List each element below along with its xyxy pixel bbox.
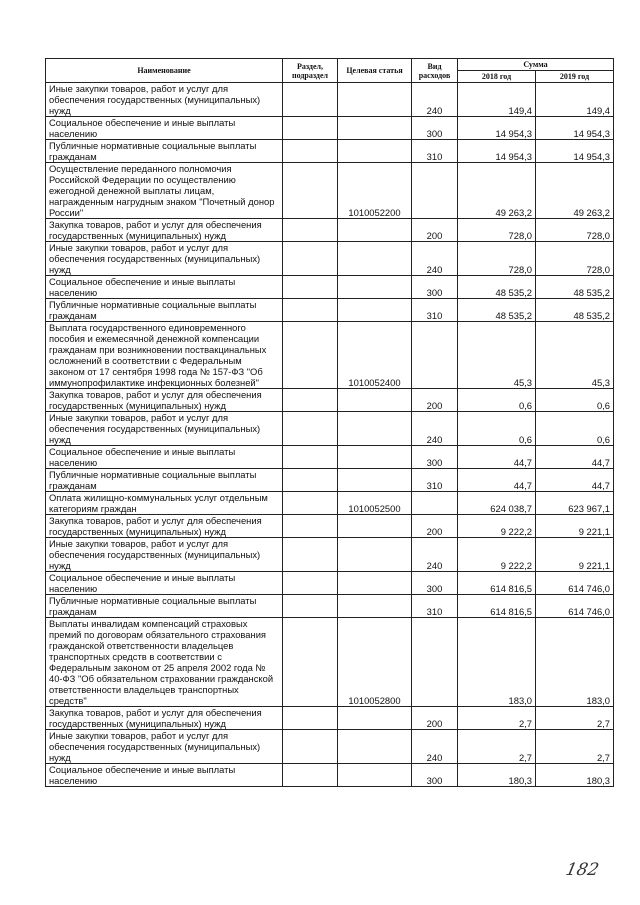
cell-section bbox=[283, 242, 338, 276]
cell-expense-type bbox=[412, 618, 458, 707]
cell-amount-2018: 14 954,3 bbox=[458, 117, 536, 140]
cell-amount-2019: 14 954,3 bbox=[536, 117, 614, 140]
cell-target-article bbox=[338, 140, 412, 163]
cell-name: Социальное обеспечение и иные выплаты населению bbox=[46, 764, 283, 787]
cell-name: Выплата государственного единовременного пособия и ежемесячной денежной компенсации гражданам при возникновении поствакцинальных осложнений в соответствии с Федеральным законом от 17 сентября 1998 года № 157-ФЗ "Об иммунопрофилактике инфекционных болезней" bbox=[46, 322, 283, 389]
cell-amount-2019: 14 954,3 bbox=[536, 140, 614, 163]
cell-amount-2018: 45,3 bbox=[458, 322, 536, 389]
table-row bbox=[46, 242, 614, 276]
cell-section bbox=[283, 618, 338, 707]
header-sum: Сумма bbox=[458, 59, 614, 71]
cell-expense-type bbox=[412, 163, 458, 219]
cell-amount-2018: 49 263,2 bbox=[458, 163, 536, 219]
cell-expense-type: 200 bbox=[412, 389, 458, 412]
cell-name: Иные закупки товаров, работ и услуг для обеспечения государственных (муниципальных) нужд bbox=[46, 83, 283, 117]
cell-expense-type: 310 bbox=[412, 469, 458, 492]
cell-expense-type: 310 bbox=[412, 595, 458, 618]
table-row bbox=[46, 140, 614, 163]
table-row bbox=[46, 595, 614, 618]
cell-target-article bbox=[338, 515, 412, 538]
document-page bbox=[45, 58, 613, 787]
page-number: 182 bbox=[563, 860, 601, 880]
cell-section bbox=[283, 276, 338, 299]
cell-target-article bbox=[338, 83, 412, 117]
cell-expense-type: 240 bbox=[412, 242, 458, 276]
cell-section bbox=[283, 219, 338, 242]
cell-amount-2019: 728,0 bbox=[536, 242, 614, 276]
table-row bbox=[46, 412, 614, 446]
cell-amount-2018: 614 816,5 bbox=[458, 572, 536, 595]
cell-name: Закупка товаров, работ и услуг для обеспечения государственных (муниципальных) нужд bbox=[46, 389, 283, 412]
cell-target-article bbox=[338, 276, 412, 299]
cell-amount-2018: 183,0 bbox=[458, 618, 536, 707]
cell-amount-2019: 44,7 bbox=[536, 469, 614, 492]
cell-amount-2019: 9 221,1 bbox=[536, 515, 614, 538]
cell-target-article: 1010052800 bbox=[338, 618, 412, 707]
cell-name: Закупка товаров, работ и услуг для обеспечения государственных (муниципальных) нужд bbox=[46, 515, 283, 538]
cell-amount-2019: 614 746,0 bbox=[536, 595, 614, 618]
table-body bbox=[46, 83, 614, 787]
cell-amount-2019: 149,4 bbox=[536, 83, 614, 117]
cell-name: Иные закупки товаров, работ и услуг для обеспечения государственных (муниципальных) нужд bbox=[46, 538, 283, 572]
cell-amount-2018: 44,7 bbox=[458, 469, 536, 492]
table-row bbox=[46, 117, 614, 140]
cell-amount-2018: 9 222,2 bbox=[458, 515, 536, 538]
cell-section bbox=[283, 572, 338, 595]
table-row bbox=[46, 83, 614, 117]
cell-section bbox=[283, 469, 338, 492]
cell-expense-type: 300 bbox=[412, 446, 458, 469]
cell-target-article bbox=[338, 117, 412, 140]
cell-target-article bbox=[338, 707, 412, 730]
cell-section bbox=[283, 299, 338, 322]
header-year-2019: 2019 год bbox=[536, 71, 614, 83]
cell-target-article bbox=[338, 595, 412, 618]
cell-name: Иные закупки товаров, работ и услуг для обеспечения государственных (муниципальных) нужд bbox=[46, 242, 283, 276]
cell-expense-type: 200 bbox=[412, 219, 458, 242]
cell-amount-2018: 2,7 bbox=[458, 730, 536, 764]
cell-amount-2019: 45,3 bbox=[536, 322, 614, 389]
cell-amount-2019: 2,7 bbox=[536, 707, 614, 730]
cell-expense-type: 300 bbox=[412, 764, 458, 787]
cell-expense-type: 240 bbox=[412, 538, 458, 572]
cell-section bbox=[283, 538, 338, 572]
cell-expense-type: 200 bbox=[412, 515, 458, 538]
cell-amount-2019: 623 967,1 bbox=[536, 492, 614, 515]
cell-target-article bbox=[338, 572, 412, 595]
cell-target-article bbox=[338, 219, 412, 242]
cell-name: Социальное обеспечение и иные выплаты населению bbox=[46, 572, 283, 595]
table-row bbox=[46, 389, 614, 412]
cell-amount-2018: 2,7 bbox=[458, 707, 536, 730]
cell-section bbox=[283, 117, 338, 140]
cell-section bbox=[283, 707, 338, 730]
cell-section bbox=[283, 163, 338, 219]
cell-expense-type: 310 bbox=[412, 299, 458, 322]
cell-expense-type bbox=[412, 492, 458, 515]
cell-section bbox=[283, 446, 338, 469]
cell-amount-2019: 180,3 bbox=[536, 764, 614, 787]
cell-amount-2019: 48 535,2 bbox=[536, 299, 614, 322]
table-row bbox=[46, 163, 614, 219]
cell-expense-type: 310 bbox=[412, 140, 458, 163]
cell-name: Публичные нормативные социальные выплаты гражданам bbox=[46, 469, 283, 492]
cell-name: Иные закупки товаров, работ и услуг для обеспечения государственных (муниципальных) нужд bbox=[46, 730, 283, 764]
cell-target-article bbox=[338, 730, 412, 764]
table-row bbox=[46, 469, 614, 492]
header-year-2018: 2018 год bbox=[458, 71, 536, 83]
cell-amount-2019: 2,7 bbox=[536, 730, 614, 764]
cell-target-article bbox=[338, 412, 412, 446]
cell-amount-2018: 44,7 bbox=[458, 446, 536, 469]
cell-amount-2018: 624 038,7 bbox=[458, 492, 536, 515]
cell-target-article: 1010052500 bbox=[338, 492, 412, 515]
header-type: Вид расходов bbox=[412, 59, 458, 83]
cell-amount-2018: 48 535,2 bbox=[458, 276, 536, 299]
cell-section bbox=[283, 595, 338, 618]
cell-section bbox=[283, 412, 338, 446]
header-name: Наименование bbox=[46, 59, 283, 83]
cell-target-article: 1010052400 bbox=[338, 322, 412, 389]
cell-expense-type bbox=[412, 322, 458, 389]
cell-section bbox=[283, 764, 338, 787]
cell-expense-type: 240 bbox=[412, 412, 458, 446]
cell-name: Социальное обеспечение и иные выплаты населению bbox=[46, 276, 283, 299]
cell-name: Осуществление переданного полномочия Российской Федерации по осуществлению ежегодной денежной выплаты лицам, награжденным нагрудным знаком "Почетный донор России" bbox=[46, 163, 283, 219]
cell-name: Публичные нормативные социальные выплаты гражданам bbox=[46, 595, 283, 618]
cell-amount-2018: 149,4 bbox=[458, 83, 536, 117]
cell-expense-type: 200 bbox=[412, 707, 458, 730]
cell-amount-2018: 728,0 bbox=[458, 219, 536, 242]
cell-amount-2018: 728,0 bbox=[458, 242, 536, 276]
cell-name: Социальное обеспечение и иные выплаты населению bbox=[46, 446, 283, 469]
table-row bbox=[46, 707, 614, 730]
table-row bbox=[46, 276, 614, 299]
cell-section bbox=[283, 515, 338, 538]
cell-amount-2019: 0,6 bbox=[536, 389, 614, 412]
table-row bbox=[46, 322, 614, 389]
cell-target-article bbox=[338, 242, 412, 276]
cell-amount-2019: 728,0 bbox=[536, 219, 614, 242]
cell-name: Оплата жилищно-коммунальных услуг отдельным категориям граждан bbox=[46, 492, 283, 515]
cell-expense-type: 300 bbox=[412, 117, 458, 140]
cell-amount-2019: 9 221,1 bbox=[536, 538, 614, 572]
cell-amount-2019: 183,0 bbox=[536, 618, 614, 707]
table-row bbox=[46, 492, 614, 515]
cell-name: Публичные нормативные социальные выплаты гражданам bbox=[46, 299, 283, 322]
cell-name: Закупка товаров, работ и услуг для обеспечения государственных (муниципальных) нужд bbox=[46, 219, 283, 242]
cell-expense-type: 300 bbox=[412, 572, 458, 595]
cell-section bbox=[283, 83, 338, 117]
table-row bbox=[46, 538, 614, 572]
cell-target-article bbox=[338, 389, 412, 412]
cell-name: Публичные нормативные социальные выплаты гражданам bbox=[46, 140, 283, 163]
cell-amount-2019: 614 746,0 bbox=[536, 572, 614, 595]
table-row bbox=[46, 764, 614, 787]
cell-amount-2018: 48 535,2 bbox=[458, 299, 536, 322]
table-row bbox=[46, 572, 614, 595]
cell-target-article bbox=[338, 446, 412, 469]
cell-name: Выплаты инвалидам компенсаций страховых премий по договорам обязательного страхования гражданской ответственности владельцев транспортных средств в соответствии с Федеральным законом от 25 апреля 2002 года № 40-ФЗ "Об обязательном страховании гражданской ответственности владельцев транспортных средств" bbox=[46, 618, 283, 707]
table-row bbox=[46, 618, 614, 707]
cell-target-article bbox=[338, 538, 412, 572]
table-row bbox=[46, 219, 614, 242]
cell-amount-2018: 0,6 bbox=[458, 389, 536, 412]
cell-section bbox=[283, 389, 338, 412]
cell-amount-2018: 14 954,3 bbox=[458, 140, 536, 163]
header-section: Раздел, подраздел bbox=[283, 59, 338, 83]
table-header bbox=[46, 59, 614, 83]
cell-amount-2018: 0,6 bbox=[458, 412, 536, 446]
cell-amount-2018: 614 816,5 bbox=[458, 595, 536, 618]
cell-section bbox=[283, 322, 338, 389]
header-target: Целевая статья bbox=[338, 59, 412, 83]
cell-section bbox=[283, 730, 338, 764]
budget-table bbox=[45, 58, 614, 787]
cell-expense-type: 240 bbox=[412, 730, 458, 764]
table-row bbox=[46, 299, 614, 322]
cell-amount-2019: 0,6 bbox=[536, 412, 614, 446]
cell-section bbox=[283, 140, 338, 163]
cell-section bbox=[283, 492, 338, 515]
cell-name: Иные закупки товаров, работ и услуг для обеспечения государственных (муниципальных) нужд bbox=[46, 412, 283, 446]
cell-target-article bbox=[338, 764, 412, 787]
cell-amount-2019: 49 263,2 bbox=[536, 163, 614, 219]
table-row bbox=[46, 446, 614, 469]
cell-amount-2019: 48 535,2 bbox=[536, 276, 614, 299]
cell-amount-2019: 44,7 bbox=[536, 446, 614, 469]
cell-target-article bbox=[338, 299, 412, 322]
cell-name: Закупка товаров, работ и услуг для обеспечения государственных (муниципальных) нужд bbox=[46, 707, 283, 730]
table-row bbox=[46, 730, 614, 764]
table-row bbox=[46, 515, 614, 538]
cell-expense-type: 300 bbox=[412, 276, 458, 299]
cell-name: Социальное обеспечение и иные выплаты населению bbox=[46, 117, 283, 140]
cell-target-article: 1010052200 bbox=[338, 163, 412, 219]
cell-amount-2018: 9 222,2 bbox=[458, 538, 536, 572]
cell-target-article bbox=[338, 469, 412, 492]
cell-expense-type: 240 bbox=[412, 83, 458, 117]
cell-amount-2018: 180,3 bbox=[458, 764, 536, 787]
